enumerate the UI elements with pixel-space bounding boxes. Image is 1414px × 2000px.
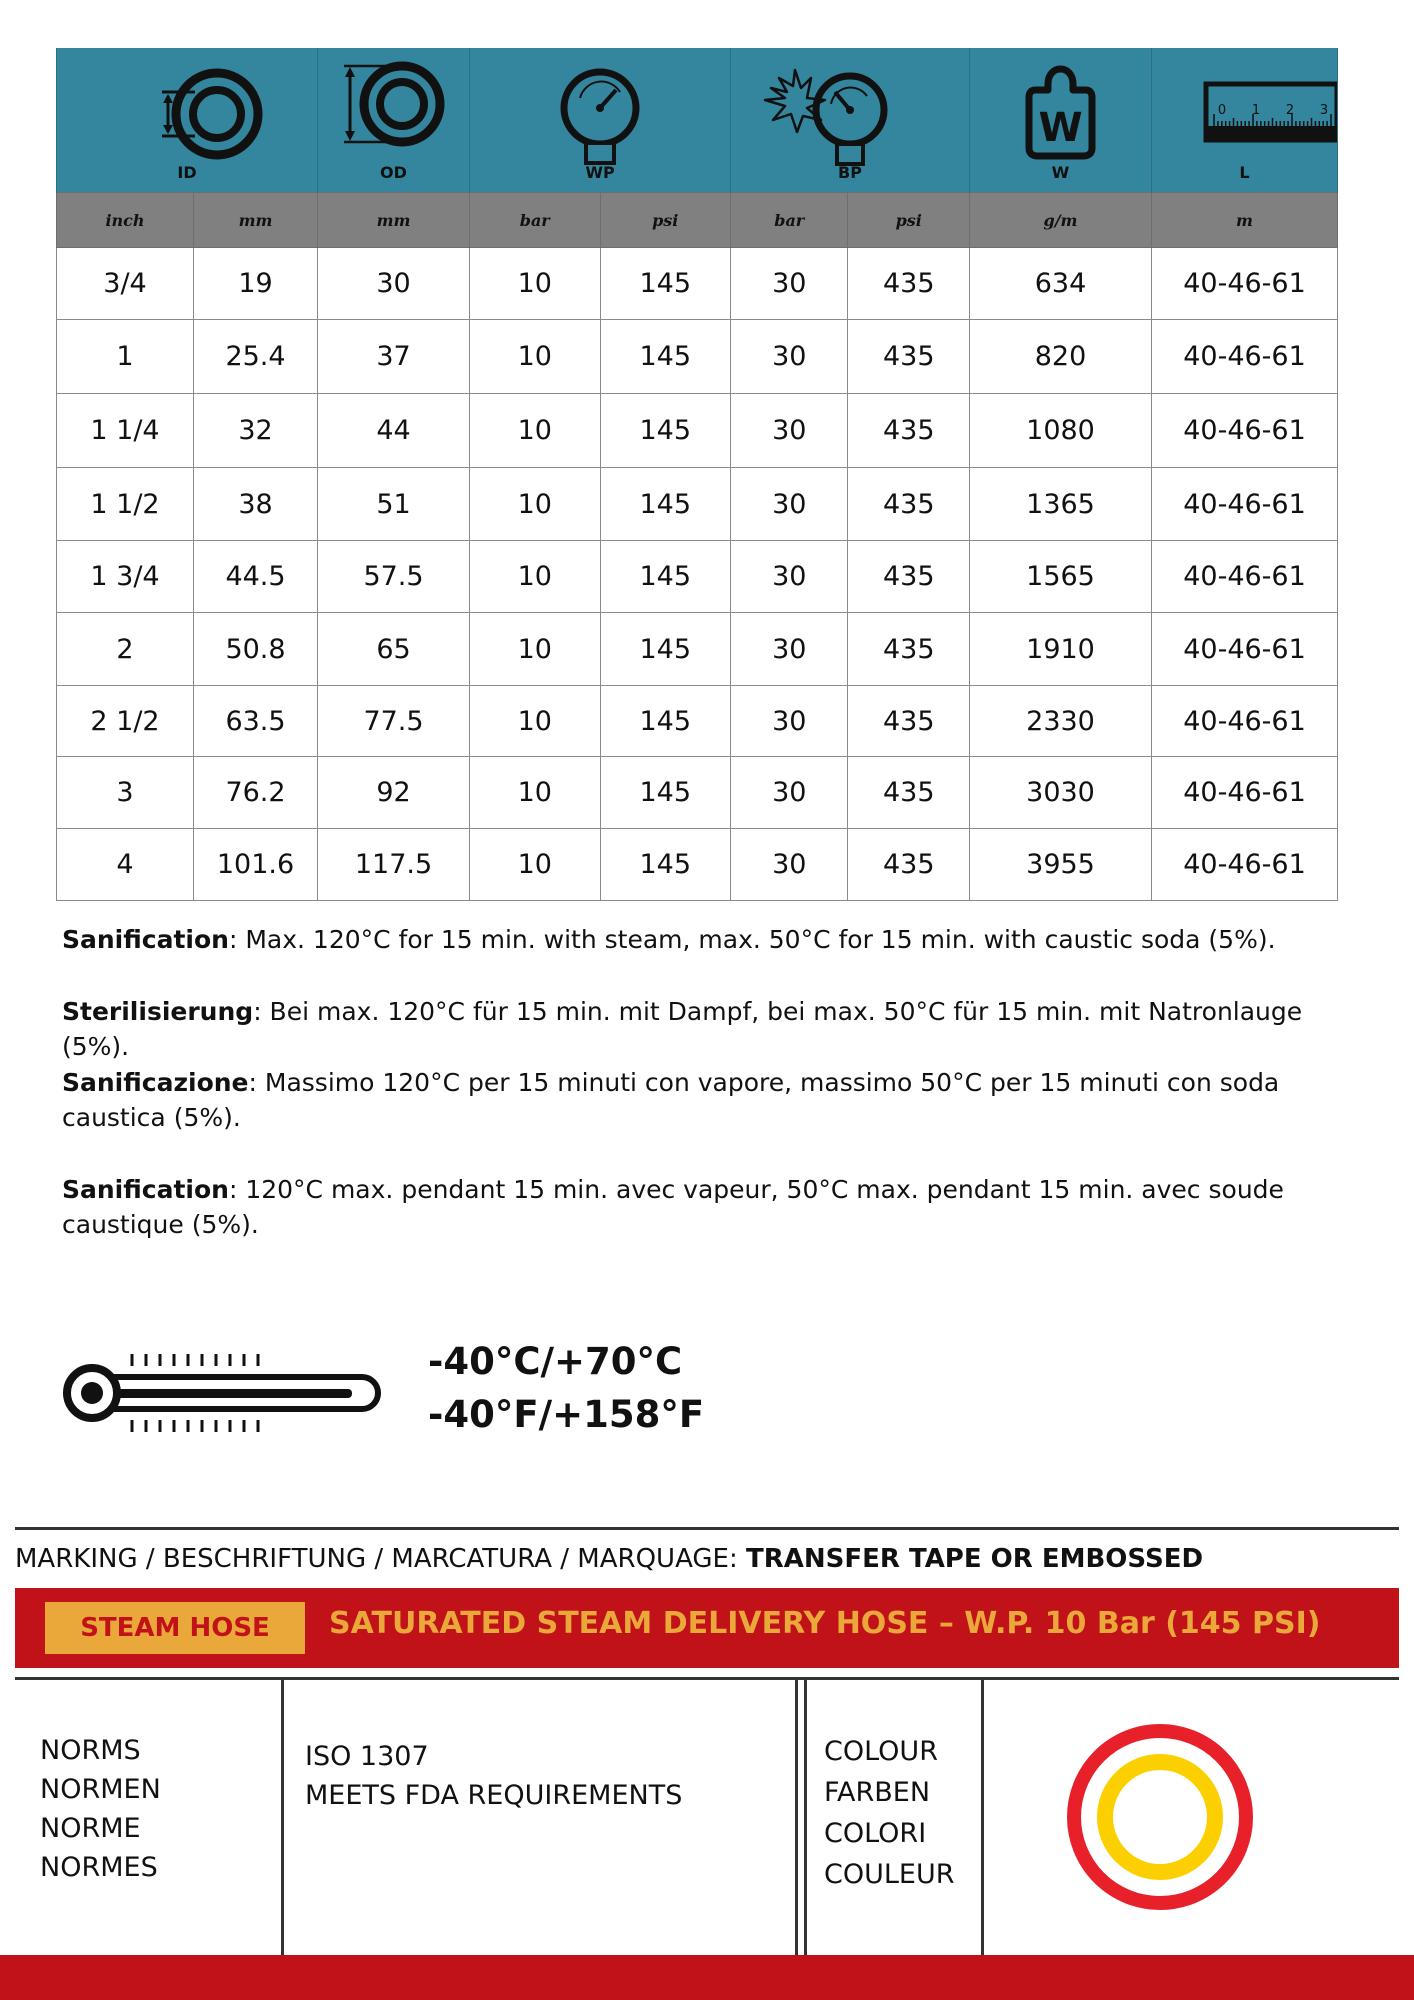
table-cell: 50.8 <box>194 613 318 686</box>
table-row <box>57 468 1338 541</box>
bp-code: BP <box>838 163 862 182</box>
table-cell: 40-46-61 <box>1152 613 1338 686</box>
od-header-cell <box>318 48 470 193</box>
norms-values <box>305 1737 682 1815</box>
table-cell: 1 1/4 <box>57 394 194 468</box>
table-cell: 65 <box>318 613 470 686</box>
table-cell: 145 <box>600 757 731 829</box>
w-code: W <box>1051 163 1070 182</box>
unit-cell: psi <box>600 193 731 248</box>
sanification-note-fr <box>62 1172 1352 1242</box>
footer-band <box>0 1955 1414 2000</box>
table-cell: 40-46-61 <box>1152 757 1338 829</box>
table-cell: 1365 <box>970 468 1152 541</box>
table-cell: 435 <box>848 468 970 541</box>
hose-colour-rings-icon <box>1060 1717 1260 1917</box>
ruler-digit: 3 <box>1319 103 1329 118</box>
table-cell: 51 <box>318 468 470 541</box>
table-cell: 145 <box>600 320 731 394</box>
colour-labels <box>824 1731 955 1895</box>
note-term: Sanification <box>62 1175 229 1204</box>
table-cell: 435 <box>848 541 970 613</box>
table-cell: 435 <box>848 394 970 468</box>
table-cell: 30 <box>731 686 848 757</box>
table-cell: 37 <box>318 320 470 394</box>
note-text: : Bei max. 120°C für 15 min. mit Dampf, bei max. 50°C für 15 min. mit Natronlauge (5%). <box>62 997 1303 1061</box>
table-cell: 10 <box>470 394 601 468</box>
unit-header-row <box>57 193 1338 248</box>
table-cell: 30 <box>318 248 470 320</box>
unit-cell: mm <box>318 193 470 248</box>
column-divider <box>281 1680 284 1955</box>
table-row <box>57 248 1338 320</box>
table-cell: 40-46-61 <box>1152 320 1338 394</box>
table-cell: 435 <box>848 320 970 394</box>
sanification-note-en <box>62 922 1352 957</box>
table-cell: 32 <box>194 394 318 468</box>
table-cell: 30 <box>731 757 848 829</box>
table-cell: 435 <box>848 686 970 757</box>
marking-line <box>15 1544 1203 1574</box>
table-cell: 30 <box>731 468 848 541</box>
table-cell: 435 <box>848 829 970 901</box>
norms-label: NORMEN <box>40 1774 161 1805</box>
icon-header-row <box>57 48 1338 193</box>
table-cell: 1910 <box>970 613 1152 686</box>
colour-label: COLORI <box>824 1818 927 1849</box>
table-cell: 145 <box>600 686 731 757</box>
table-cell: 40-46-61 <box>1152 394 1338 468</box>
table-cell: 1080 <box>970 394 1152 468</box>
table-cell: 10 <box>470 757 601 829</box>
table-cell: 2 <box>57 613 194 686</box>
table-cell: 30 <box>731 541 848 613</box>
table-cell: 38 <box>194 468 318 541</box>
ruler-digit: 0 <box>1217 103 1227 118</box>
table-cell: 3955 <box>970 829 1152 901</box>
l-code: L <box>1239 163 1250 182</box>
steam-hose-badge: STEAM HOSE <box>45 1602 305 1654</box>
note-text: : Max. 120°C for 15 min. with steam, max. 50°C for 15 min. with caustic soda (5%). <box>228 925 1276 954</box>
table-cell: 1 3/4 <box>57 541 194 613</box>
table-cell: 30 <box>731 613 848 686</box>
colour-label: COULEUR <box>824 1859 955 1890</box>
table-cell: 10 <box>470 613 601 686</box>
table-cell: 77.5 <box>318 686 470 757</box>
unit-cell: bar <box>731 193 848 248</box>
column-divider <box>981 1680 984 1955</box>
table-cell: 30 <box>731 829 848 901</box>
table-row <box>57 613 1338 686</box>
table-body <box>57 248 1338 901</box>
table-cell: 40-46-61 <box>1152 468 1338 541</box>
column-divider <box>804 1680 807 1955</box>
ruler-digit: 2 <box>1285 103 1295 118</box>
table-cell: 435 <box>848 757 970 829</box>
table-cell: 1565 <box>970 541 1152 613</box>
table-cell: 10 <box>470 829 601 901</box>
table-cell: 57.5 <box>318 541 470 613</box>
table-cell: 634 <box>970 248 1152 320</box>
table-cell: 145 <box>600 541 731 613</box>
bp-header-cell <box>731 48 970 193</box>
table-cell: 101.6 <box>194 829 318 901</box>
unit-cell: g/m <box>970 193 1152 248</box>
table-row <box>57 686 1338 757</box>
ruler-digit: 1 <box>1251 103 1261 118</box>
table-cell: 3030 <box>970 757 1152 829</box>
note-term: Sterilisierung <box>62 997 254 1026</box>
unit-cell: inch <box>57 193 194 248</box>
table-cell: 435 <box>848 613 970 686</box>
product-band <box>15 1588 1399 1668</box>
table-cell: 30 <box>731 320 848 394</box>
table-cell: 10 <box>470 541 601 613</box>
column-divider <box>795 1680 798 1955</box>
norms-labels <box>40 1731 161 1887</box>
table-cell: 10 <box>470 320 601 394</box>
note-term: Sanificazione <box>62 1068 249 1097</box>
w-header-cell <box>970 48 1152 193</box>
table-cell: 63.5 <box>194 686 318 757</box>
unit-cell: mm <box>194 193 318 248</box>
product-title: SATURATED STEAM DELIVERY HOSE – W.P. 10 Bar (145 PSI) <box>329 1606 1321 1641</box>
wp-header-cell <box>470 48 731 193</box>
table-cell: 2330 <box>970 686 1152 757</box>
norm-value: ISO 1307 <box>305 1741 429 1772</box>
thermometer-icon <box>60 1350 390 1434</box>
l-header-cell <box>1152 48 1338 193</box>
table-cell: 3 <box>57 757 194 829</box>
temperature-celsius: -40°C/+70°C <box>428 1340 683 1383</box>
table-cell: 3/4 <box>57 248 194 320</box>
table-cell: 19 <box>194 248 318 320</box>
table-cell: 2 1/2 <box>57 686 194 757</box>
table-cell: 4 <box>57 829 194 901</box>
table-cell: 30 <box>731 394 848 468</box>
marking-value: TRANSFER TAPE OR EMBOSSED <box>746 1544 1204 1574</box>
marking-label: MARKING / BESCHRIFTUNG / MARCATURA / MARQUAGE: <box>15 1544 747 1574</box>
sanification-note-it <box>62 1065 1352 1135</box>
unit-cell: m <box>1152 193 1338 248</box>
sanification-note-de <box>62 994 1352 1064</box>
table-cell: 1 <box>57 320 194 394</box>
table-cell: 820 <box>970 320 1152 394</box>
table-cell: 10 <box>470 248 601 320</box>
table-cell: 25.4 <box>194 320 318 394</box>
table-cell: 40-46-61 <box>1152 541 1338 613</box>
norms-label: NORME <box>40 1813 141 1844</box>
table-cell: 435 <box>848 248 970 320</box>
table-cell: 10 <box>470 686 601 757</box>
table-cell: 44 <box>318 394 470 468</box>
norms-label: NORMES <box>40 1852 158 1883</box>
divider <box>15 1677 1399 1680</box>
weight-glyph: W <box>1038 105 1083 151</box>
table-cell: 145 <box>600 248 731 320</box>
table-row <box>57 541 1338 613</box>
table-row <box>57 757 1338 829</box>
table-cell: 40-46-61 <box>1152 829 1338 901</box>
table-cell: 10 <box>470 468 601 541</box>
table-cell: 76.2 <box>194 757 318 829</box>
colour-label: COLOUR <box>824 1736 938 1767</box>
note-term: Sanification <box>62 925 229 954</box>
table-cell: 40-46-61 <box>1152 686 1338 757</box>
table-cell: 145 <box>600 613 731 686</box>
note-text: : Massimo 120°C per 15 minuti con vapore, massimo 50°C per 15 minuti con soda caustica (5%). <box>62 1068 1280 1132</box>
table-cell: 30 <box>731 248 848 320</box>
unit-cell: bar <box>470 193 601 248</box>
unit-cell: psi <box>848 193 970 248</box>
divider <box>15 1527 1399 1530</box>
table-cell: 92 <box>318 757 470 829</box>
table-row <box>57 394 1338 468</box>
table-cell: 145 <box>600 829 731 901</box>
id-code: ID <box>177 163 197 182</box>
table-cell: 40-46-61 <box>1152 248 1338 320</box>
wp-code: WP <box>585 163 615 182</box>
norm-value: MEETS FDA REQUIREMENTS <box>305 1780 683 1811</box>
norms-label: NORMS <box>40 1735 141 1766</box>
table-cell: 117.5 <box>318 829 470 901</box>
table-cell: 44.5 <box>194 541 318 613</box>
id-header-cell <box>57 48 318 193</box>
temperature-fahrenheit: -40°F/+158°F <box>428 1393 705 1436</box>
note-text: : 120°C max. pendant 15 min. avec vapeur, 50°C max. pendant 15 min. avec soude caustique (5%). <box>62 1175 1284 1239</box>
inner-ring <box>1105 1762 1215 1872</box>
colour-label: FARBEN <box>824 1777 931 1808</box>
table-cell: 145 <box>600 394 731 468</box>
table-cell: 145 <box>600 468 731 541</box>
table-row <box>57 320 1338 394</box>
table-row <box>57 829 1338 901</box>
table-cell: 1 1/2 <box>57 468 194 541</box>
spec-table <box>56 48 1338 901</box>
od-code: OD <box>380 163 407 182</box>
